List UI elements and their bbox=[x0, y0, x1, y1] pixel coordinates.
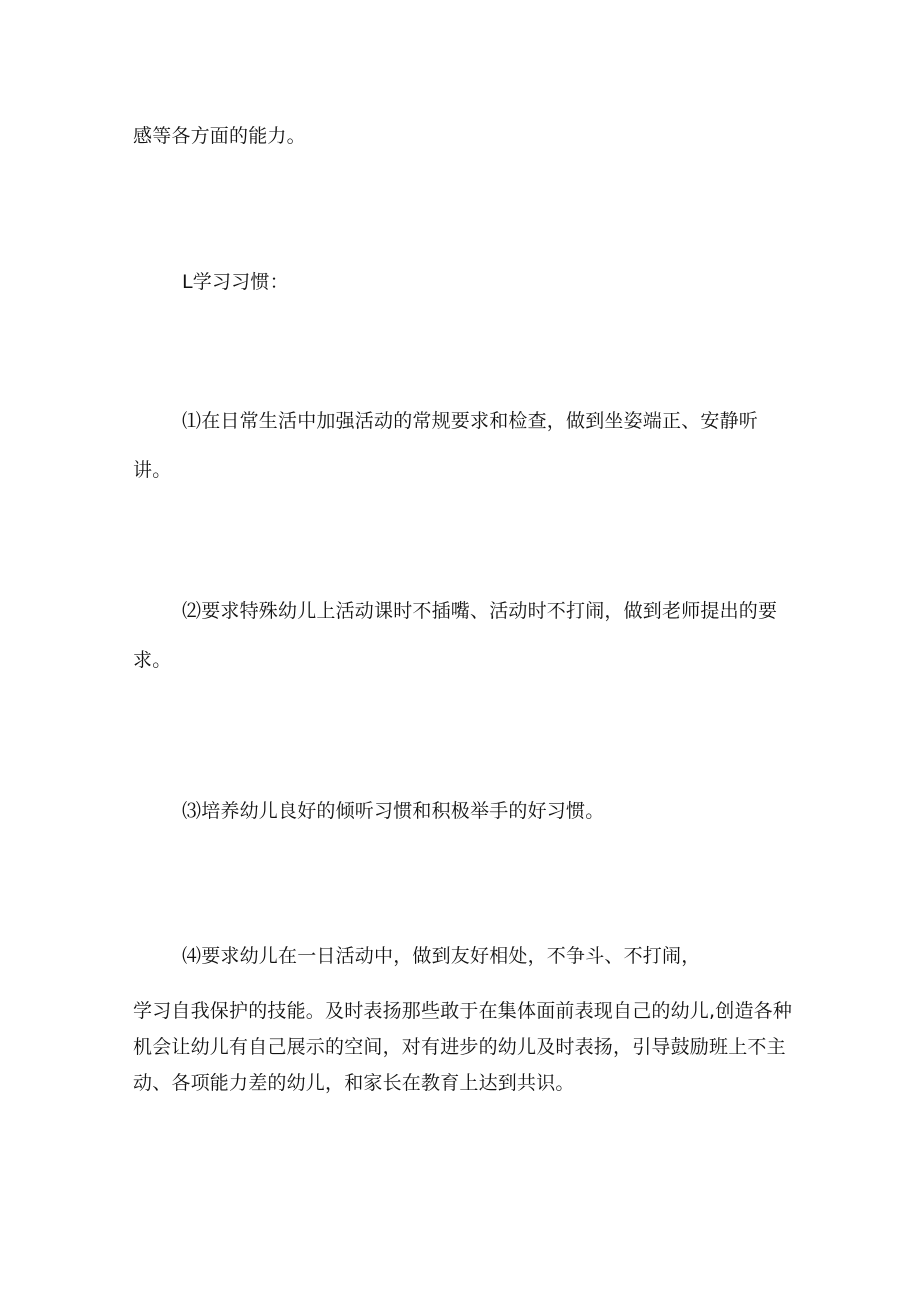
text-line: ⑵要求特殊幼儿上活动课时不插嘴、活动时不打闹，做到老师提出的要 bbox=[182, 600, 778, 622]
paragraph-line: 动、各项能力差的幼儿，和家长在教育上达到共识。 bbox=[133, 1072, 575, 1094]
section-heading: L学习习惯： bbox=[182, 271, 289, 293]
text-line: 感等各方面的能力。 bbox=[133, 125, 306, 147]
text-line: 讲。 bbox=[133, 459, 172, 481]
text-line: ⑶培养幼儿良好的倾听习惯和积极举手的好习惯。 bbox=[182, 800, 605, 822]
paragraph-line: 学习自我保护的技能。及时表扬那些敢于在集体面前表现自己的幼儿,创造各种 bbox=[133, 1000, 793, 1022]
text-line: ⑴在日常生活中加强活动的常规要求和检查，做到坐姿端正、安静听 bbox=[182, 410, 759, 432]
paragraph-line: 机会让幼儿有自己展示的空间，对有进步的幼儿及时表扬，引导鼓励班上不主 bbox=[133, 1036, 786, 1058]
text-line: 求。 bbox=[133, 649, 172, 671]
text-line: ⑷要求幼儿在一日活动中，做到友好相处，不争斗、不打闹， bbox=[182, 945, 701, 967]
final-paragraph bbox=[133, 993, 793, 1101]
